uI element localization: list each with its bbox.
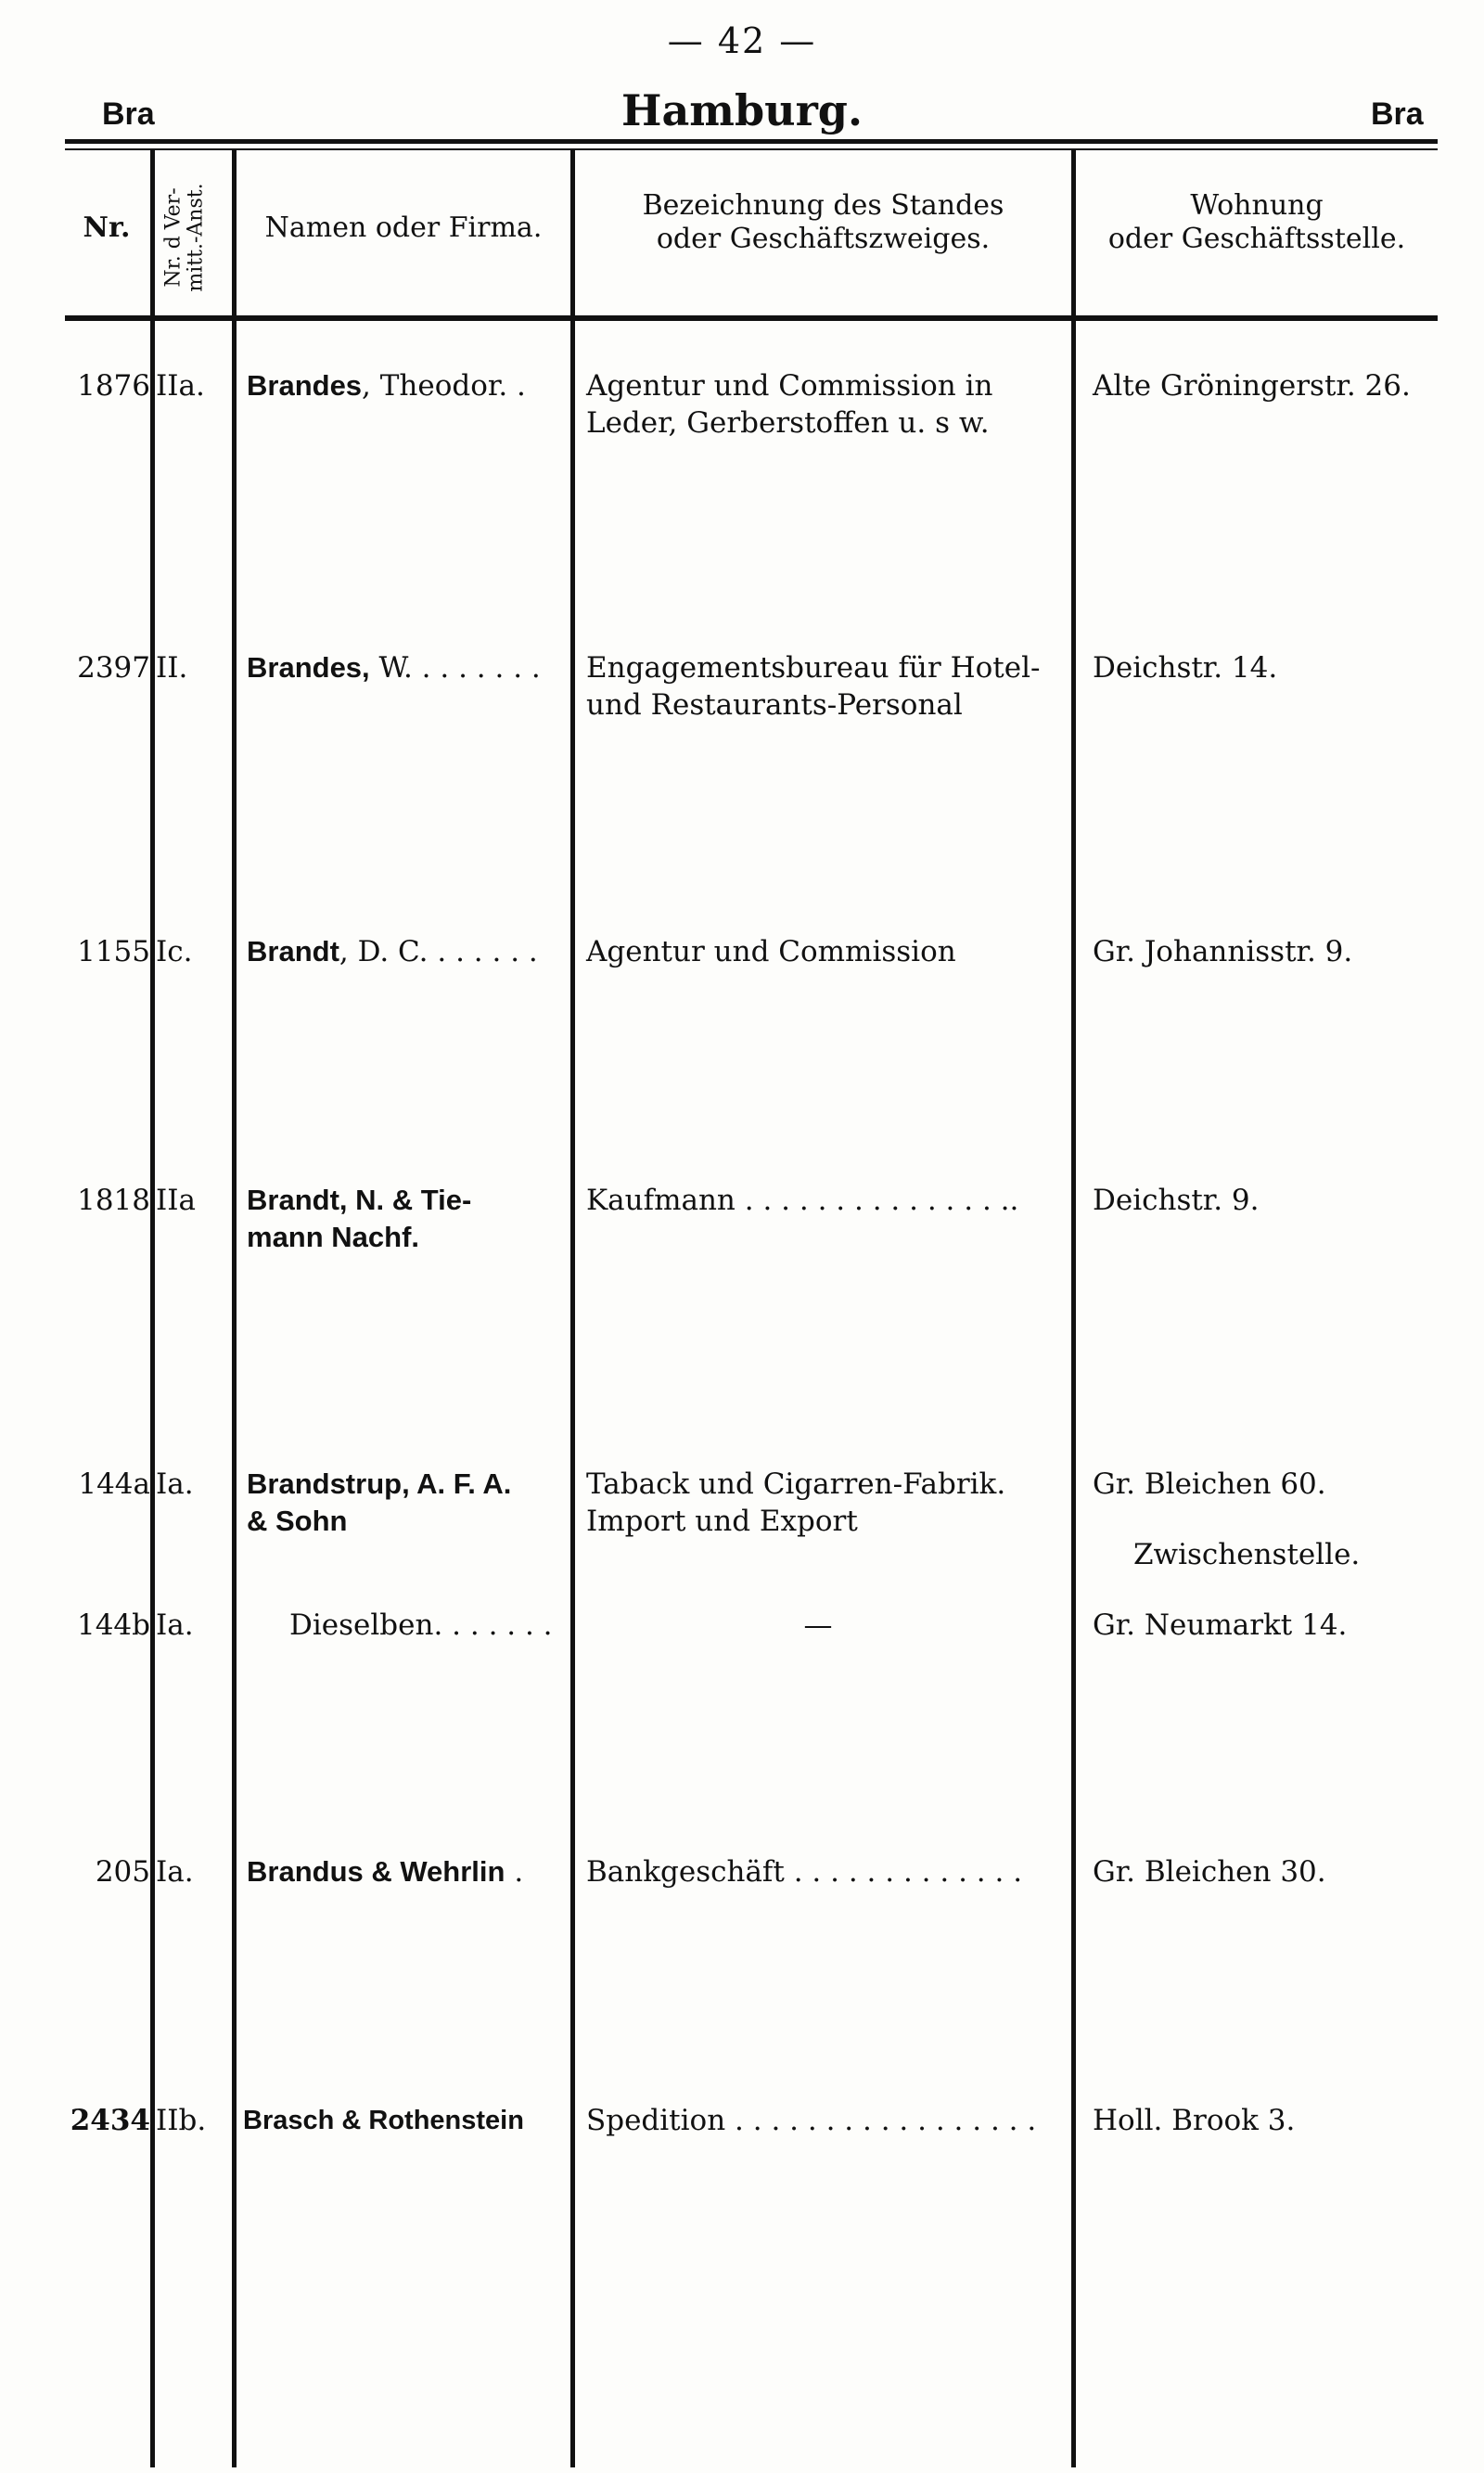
column-divider-1 [150, 148, 155, 2467]
entry-nr: 1155 [77, 935, 150, 968]
entry-name-bold: Brandus & Wehrlin [247, 1855, 505, 1888]
entry-verm: IIb. [156, 2104, 207, 2137]
entry-nr: 1818 [77, 1184, 150, 1217]
entry-nr: 144a [78, 1467, 150, 1501]
entry-name: Brandstrup, A. F. A. & Sohn [247, 1467, 512, 1537]
entry-stand: Taback und Cigarren-Fabrik. Import und Export [586, 1467, 1006, 1538]
entry-name-rest: , Theodor. . [362, 369, 526, 403]
column-divider-3 [570, 148, 575, 2467]
entry-name-bold: Brandes, [247, 651, 370, 684]
entry-verm: Ia. [156, 1608, 194, 1642]
entry-wohnung: Gr. Bleichen 60. [1093, 1467, 1326, 1501]
entry-name [247, 1853, 571, 1890]
page-title: Hamburg. [621, 85, 863, 135]
column-header-verm-label: Nr. d Ver- mitt.-Anst. [162, 183, 208, 292]
entry-wohnung: Gr. Bleichen 30. [1093, 1855, 1326, 1889]
entry-stand: Kaufmann . . . . . . . . . . . . . . .. [586, 1184, 1019, 1217]
entry-stand: Agentur und Commission in Leder, Gerberstoffen u. s w. [586, 369, 993, 440]
entry-stand: — [803, 1608, 833, 1642]
entry-name: Brandt, N. & Tie- mann Nachf. [247, 1184, 472, 1253]
running-key-right: Bra [1371, 96, 1424, 132]
header-bottom-rule [65, 315, 1438, 321]
entry-verm: IIa. [156, 369, 205, 403]
entry-nr: 2397 [77, 651, 150, 685]
column-divider-4 [1071, 148, 1076, 2467]
column-header-stand: Bezeichnung des Standes oder Geschäftszweiges. [642, 189, 1004, 255]
entry-name [247, 649, 571, 686]
entry-wohnung: Holl. Brook 3. [1093, 2104, 1296, 2137]
entry-nr: 144b [76, 1608, 150, 1642]
entry-name [247, 933, 571, 970]
top-rule-thin [65, 148, 1438, 150]
entry-verm: Ia. [156, 1467, 194, 1501]
entry-wohnung: Alte Gröningerstr. 26. [1093, 369, 1411, 403]
entry-name [247, 367, 571, 404]
entry-wohnung-note: Zwischenstelle. [1133, 1538, 1361, 1571]
top-rule [65, 139, 1438, 144]
entry-stand: Engagementsbureau für Hotel- und Restaurants-Personal [586, 651, 1041, 722]
entry-name: Dieselben. . . . . . . [289, 1608, 553, 1642]
entry-wohnung: Deichstr. 14. [1093, 651, 1278, 685]
column-header-nr: Nr. [83, 211, 131, 244]
column-header-name: Namen oder Firma. [264, 211, 543, 244]
entry-name-bold: Brandt [247, 935, 339, 967]
running-key-left: Bra [102, 96, 155, 132]
entry-verm: II. [156, 651, 188, 685]
entry-stand: Agentur und Commission [586, 935, 956, 968]
entry-verm: Ia. [156, 1855, 194, 1889]
entry-name: Brasch & Rothenstein [243, 2106, 524, 2135]
entry-verm: IIa [156, 1184, 196, 1217]
entry-verm: Ic. [156, 935, 193, 968]
entry-nr: 1876 [77, 369, 150, 403]
entry-stand: Spedition . . . . . . . . . . . . . . . . . [586, 2104, 1037, 2137]
entry-name-rest: W. . . . . . . . [369, 651, 541, 685]
entry-stand: Bankgeschäft . . . . . . . . . . . . . [586, 1855, 1023, 1889]
entry-wohnung: Deichstr. 9. [1093, 1184, 1260, 1217]
column-header-wohnung: Wohnung oder Geschäftsstelle. [1107, 189, 1406, 255]
entry-name-rest: . [505, 1855, 524, 1889]
entry-wohnung: Gr. Johannisstr. 9. [1093, 935, 1353, 968]
entry-name-rest: , D. C. . . . . . . [339, 935, 538, 968]
entry-name-bold: Brandes [247, 369, 363, 402]
page-number: — 42 — [667, 20, 817, 61]
entry-nr: 2434 [70, 2104, 150, 2137]
entry-wohnung: Gr. Neumarkt 14. [1093, 1608, 1348, 1642]
entry-nr: 205 [95, 1855, 150, 1889]
